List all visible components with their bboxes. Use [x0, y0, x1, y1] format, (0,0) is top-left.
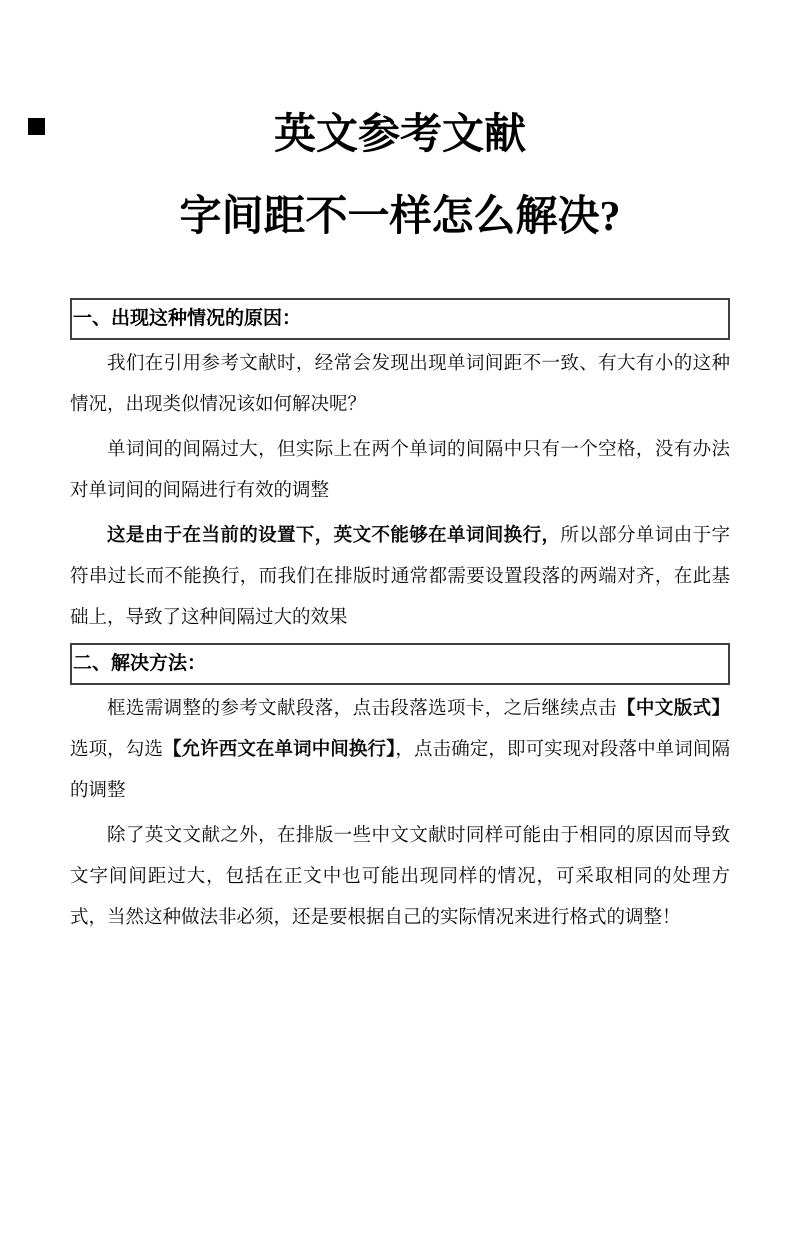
text-run: 所以部分单词由于字符串过长而不能换行，而我们在排版时通常都需要设置段落的两端对齐，在此基础上，导致了这种间隔过大的效果 — [70, 526, 730, 628]
paragraph-solution-2 — [70, 816, 730, 939]
text-run: 框选需调整的参考文献段落，点击段落选项卡，之后继续点击 — [107, 699, 618, 719]
paragraph-reason-2 — [70, 430, 730, 512]
paragraph-reason-3 — [70, 516, 730, 639]
section-1-heading: 一、出现这种情况的原因： — [73, 308, 302, 329]
bold-text-run: 这是由于在当前的设置下，英文不能够在单词间换行， — [107, 526, 561, 546]
page-title-line-2: 字间距不一样怎么解决? — [179, 194, 621, 240]
bold-text-run: 【允许西文在单词中间换行】 — [162, 740, 396, 760]
paragraph-solution-1 — [70, 689, 730, 812]
text-run: 除了英文文献之外，在排版一些中文文献时同样可能由于相同的原因而导致文字间间距过大，包括在正文中也可能出现同样的情况，可采取相同的处理方式，当然这种做法非必须，还是要根据自己的实际情况来进行格式的调整！ — [70, 826, 730, 928]
section-2-heading-box — [70, 643, 730, 685]
section-1-heading-box — [70, 298, 730, 340]
page-title-line-1: 英文参考文献 — [273, 112, 526, 158]
text-run: 选项，勾选 — [70, 740, 163, 760]
text-run: 单词间的间隔过大，但实际上在两个单词的间隔中只有一个空格，没有办法对单词间的间隔进行有效的调整 — [70, 440, 730, 501]
text-run: 我们在引用参考文献时，经常会发现出现单词间距不一致、有大有小的这种情况，出现类似情况该如何解决呢？ — [70, 354, 730, 415]
text-run: ，点击确定，即可实现对段落中单词间隔的调整 — [70, 740, 730, 801]
bold-text-run: 【中文版式】 — [617, 699, 730, 719]
black-square-icon — [28, 118, 45, 135]
section-2-heading: 二、解决方法： — [73, 653, 207, 674]
paragraph-reason-1 — [70, 344, 730, 426]
document-body — [70, 298, 730, 939]
